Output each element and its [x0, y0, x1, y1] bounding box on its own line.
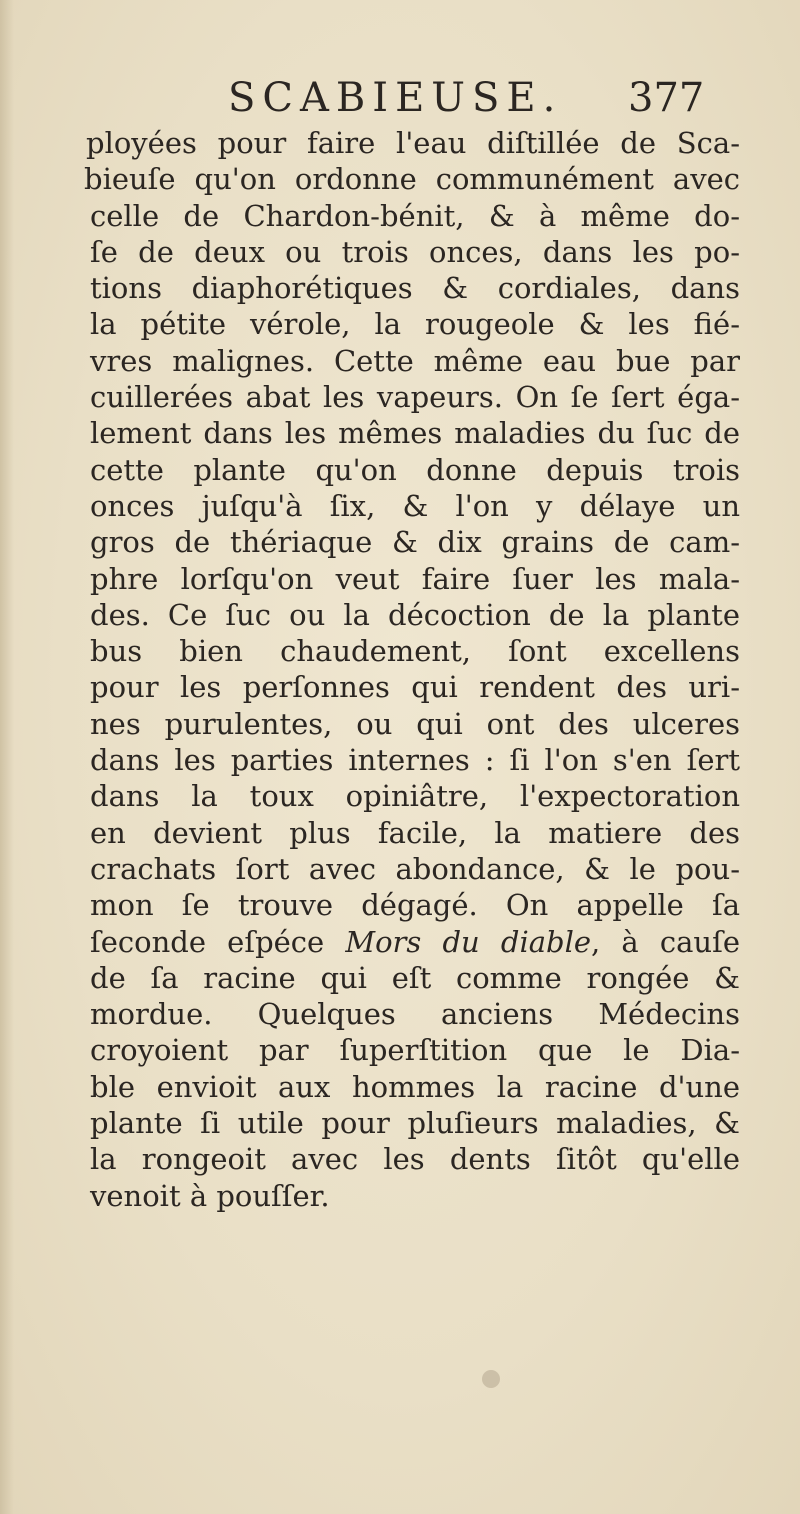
text-line: la rongeoit avec les dents ſitôt qu'elle — [90, 1142, 740, 1177]
text-line: de ſa racine qui eſt comme rongée & — [90, 960, 740, 995]
text-line: bieuſe qu'on ordonne communément avec — [84, 162, 740, 197]
text-line: onces juſqu'à ſix, & l'on y délaye un — [90, 488, 740, 523]
text-line: bus bien chaudement, ſont excellens — [90, 634, 740, 669]
text-line: lement dans les mêmes maladies du ſuc de — [90, 416, 740, 451]
text-line: gros de thériaque & dix grains de cam- — [90, 525, 740, 560]
italic-term: Mors du diable — [345, 924, 592, 959]
text-line: vres malignes. Cette même eau bue par — [90, 343, 740, 378]
text-line: croyoient par ſuperſtition que le Dia- — [90, 1033, 740, 1068]
text-line: pour les perſonnes qui rendent des uri- — [90, 670, 740, 705]
running-title: SCABIEUSE. — [228, 75, 563, 121]
text-line: cette plante qu'on donne depuis trois — [90, 452, 740, 487]
page-header — [0, 72, 800, 132]
text-line — [90, 924, 740, 960]
text-line: mon ſe trouve dégagé. On appelle ſa — [90, 888, 740, 923]
text-line: plante ſi utile pour pluſieurs maladies, & — [90, 1106, 740, 1141]
text-line: ble envioit aux hommes la racine d'une — [90, 1069, 740, 1104]
text-line: crachats ſort avec abondance, & le pou- — [90, 851, 740, 886]
page-number: 377 — [628, 75, 705, 121]
text-line: ployées pour faire l'eau diſtillée de Sca- — [86, 126, 740, 160]
text-line: dans la toux opiniâtre, l'expectoration — [90, 779, 740, 814]
text-line: nes purulentes, ou qui ont des ulceres — [90, 706, 740, 741]
text-line: dans les parties internes : ſi l'on s'en ſert — [90, 743, 740, 778]
body-text — [84, 125, 740, 1214]
text-line: venoit à pouſſer. — [90, 1178, 330, 1213]
ink-smudge — [482, 1370, 500, 1388]
text-segment: , à cauſe — [591, 924, 740, 959]
text-line: celle de Chardon-bénit, & à même do- — [90, 198, 740, 233]
text-line: ſe de deux ou trois onces, dans les po- — [90, 234, 740, 269]
text-line: mordue. Quelques anciens Médecins — [90, 997, 740, 1032]
page-edge-shadow — [0, 0, 14, 1514]
text-line: en devient plus facile, la matiere des — [90, 815, 740, 850]
text-line: cuillerées abat les vapeurs. On ſe ſert éga- — [90, 380, 740, 415]
text-line: tions diaphorétiques & cordiales, dans — [90, 271, 740, 306]
text-line: la pétite vérole, la rougeole & les fié- — [90, 307, 740, 342]
text-segment: ſeconde eſpéce — [90, 924, 325, 959]
text-line: des. Ce ſuc ou la décoction de la plante — [90, 597, 740, 632]
text-line: phre lorſqu'on veut faire ſuer les mala- — [90, 561, 740, 596]
